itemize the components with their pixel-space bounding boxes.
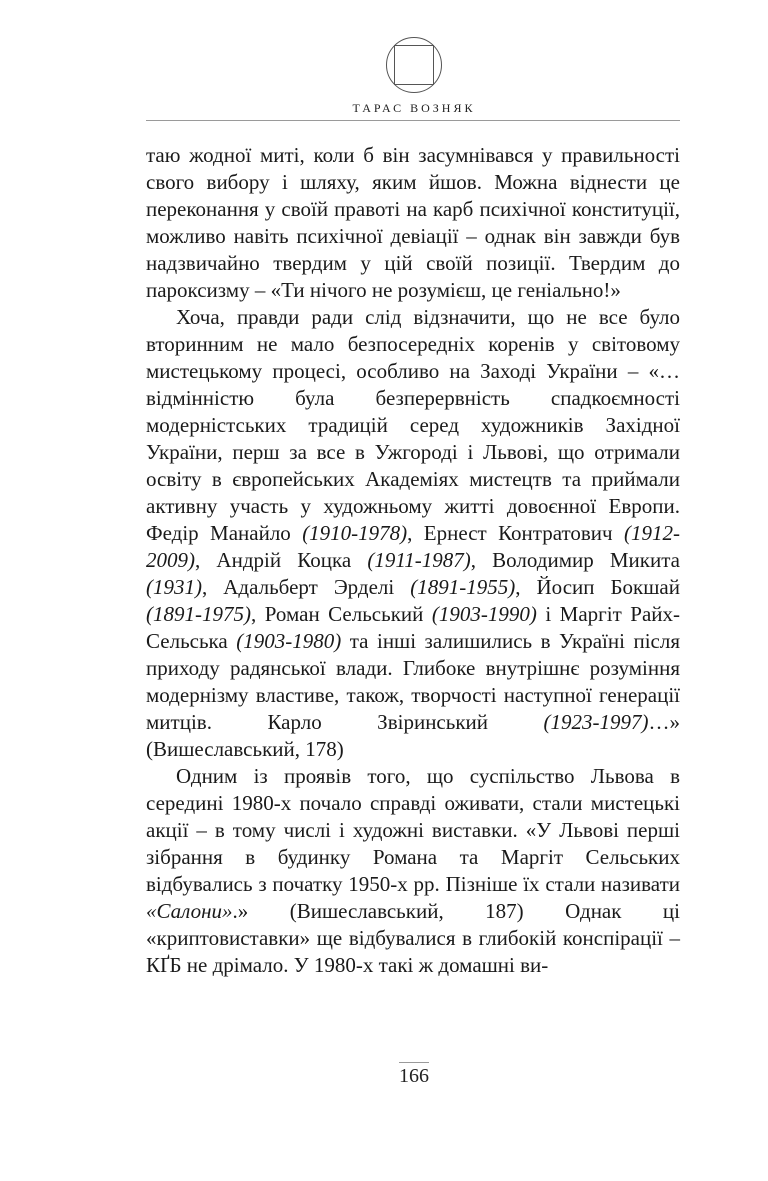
dates-span: (1903-1980) xyxy=(236,629,342,653)
text-span: , Володимир Микита xyxy=(470,548,680,572)
dates-span: (1931) xyxy=(146,575,202,599)
text-span: .» (Вишеславський, 187) Однак ці «криптовиставки» ще відбувалися в глибокій конспірації – КҐБ не дрімало. У 1980-х такі ж домашні ви- xyxy=(146,899,680,977)
dates-span: (1923-1997) xyxy=(543,710,649,734)
page-number xyxy=(0,1062,768,1088)
text-span: , Адальберт Эрделі xyxy=(202,575,411,599)
paragraph-2 xyxy=(146,304,680,763)
text-span: і Маргіт Райх-Сельська xyxy=(146,602,680,653)
italic-title-span: «Салони» xyxy=(146,899,233,923)
header-rule xyxy=(146,120,680,121)
dates-span: (1903-1990) xyxy=(431,602,537,626)
dates-span: (1910-1978) xyxy=(302,521,408,545)
dates-span: (1912-2009) xyxy=(146,521,680,572)
paragraph-1 xyxy=(146,142,680,304)
running-head: ТАРАС ВОЗНЯК xyxy=(352,101,476,115)
dates-span: (1911-1987) xyxy=(367,548,471,572)
dates-span: (1891-1955) xyxy=(410,575,516,599)
text-span: таю жодної миті, коли б він засумнівався у правильності свого вибору і шляху, яким йшов. Можна віднести це переконання у своїй правоті на карб психічної конституції, можливо навіть психічної девіації – однак він завжди був надзвичайно твердим у цій своїй позиції. Твердим до пароксизму – «Ти нічого не розумієш, це геніально!» xyxy=(146,143,680,302)
text-span: …» (Вишеславський, 178) xyxy=(146,710,680,761)
text-span: Одним із проявів того, що суспільство Львова в середині 1980-х почало справді оживати, стали мистецькі акції – в тому числі і художні виставки. «У Львові перші зібрання в будинку Романа та Маргіт Сельських відбувались з початку 1950-х рр. Пізніше їх стали називати xyxy=(146,764,680,896)
text-span: , Ернест Контратович xyxy=(407,521,624,545)
circle-square-logo-icon xyxy=(385,36,443,94)
dates-span: (1891-1975) xyxy=(146,602,251,626)
text-span: , Андрій Коцка xyxy=(195,548,368,572)
text-span: , Йосип Бокшай xyxy=(515,575,680,599)
page-number-value: 166 xyxy=(399,1062,429,1088)
text-span: та інші залишились в Україні після приходу радянської влади. Глибоке внутрішнє розуміння модернізму властиве, також, творчості наступної генерації митців. Карло Звіринський xyxy=(146,629,680,734)
text-span: Хоча, правди ради слід відзначити, що не все було вторинним не мало безпосередніх коренів у світовому мистецькому процесі, особливо на Заході України – «…відмінністю була безперервність спадкоємності модерністських традицій серед художників Західної України, перш за все в Ужгороді і Львові, що отримали освіту в європейських Академіях мистецтв та приймали активну участь у художньому житті довоєнної Европи. Федір Манайло xyxy=(146,305,680,545)
text-span: , Роман Сельський xyxy=(250,602,432,626)
body-text xyxy=(146,142,680,979)
paragraph-3 xyxy=(146,763,680,979)
